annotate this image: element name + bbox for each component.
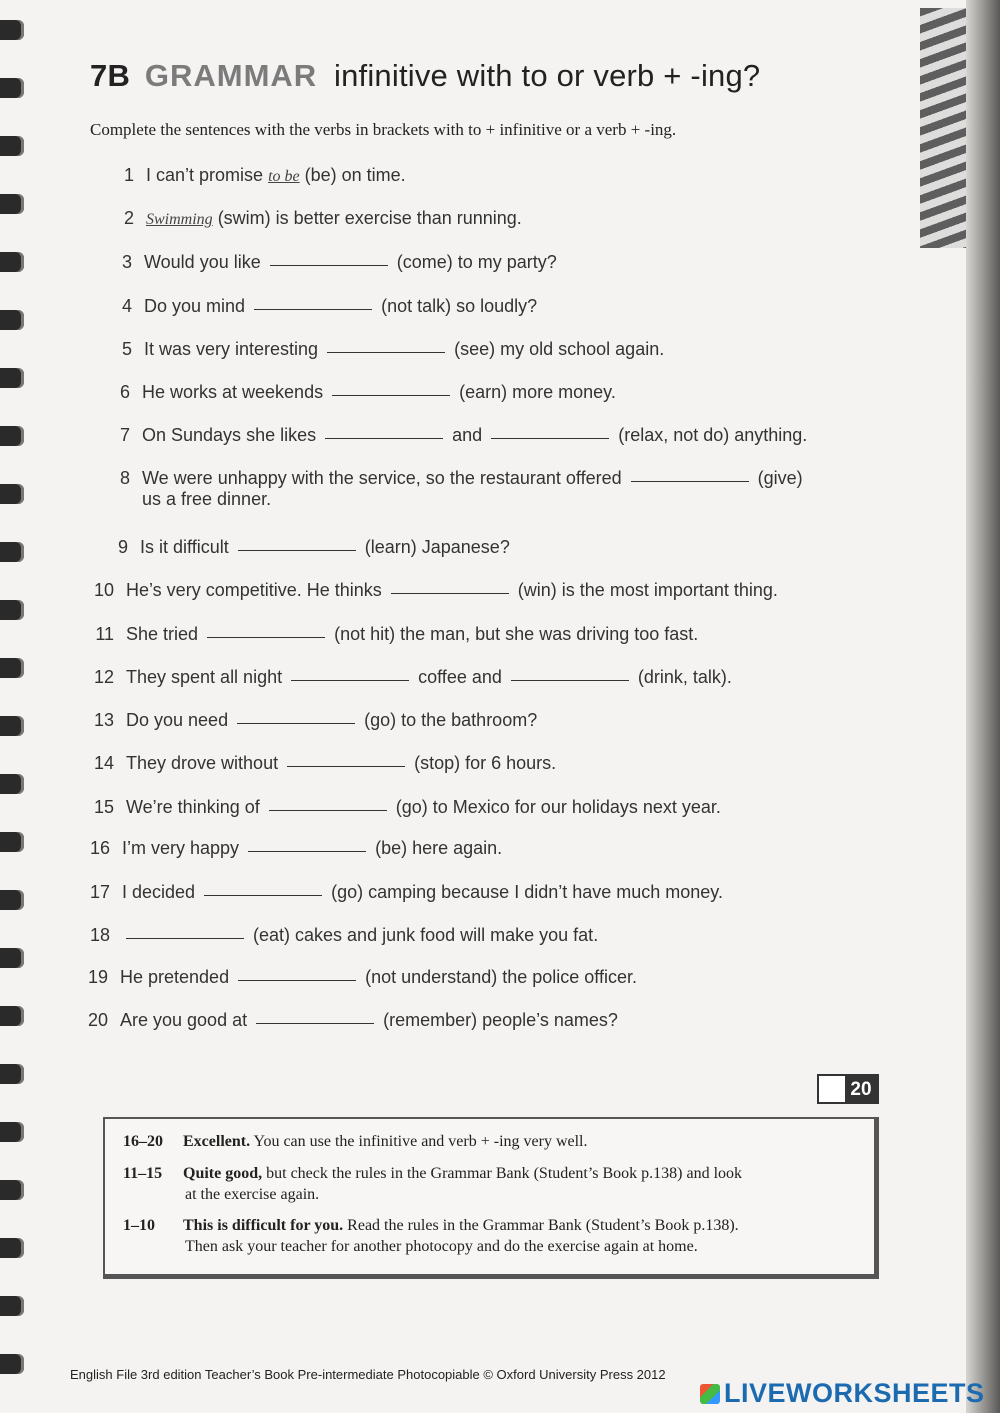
spiral-ring bbox=[0, 832, 24, 852]
list-item bbox=[98, 296, 537, 317]
list-item bbox=[94, 537, 510, 558]
instructions: Complete the sentences with the verbs in brackets with to + infinitive or a verb + -ing. bbox=[90, 120, 677, 139]
spiral-ring bbox=[0, 774, 24, 794]
list-item bbox=[98, 252, 557, 273]
score-box[interactable] bbox=[817, 1074, 879, 1104]
answer-blank[interactable] bbox=[287, 765, 405, 767]
item-number: 6 bbox=[119, 382, 130, 402]
item-text: Would you like bbox=[144, 252, 261, 272]
list-item bbox=[96, 468, 803, 510]
item-number: 10 bbox=[93, 580, 114, 600]
sunburst-decoration bbox=[920, 8, 966, 248]
item-text: On Sundays she likes bbox=[142, 425, 317, 445]
feedback-row: 16–20 Excellent. You can use the infinitive and verb + -ing very well. bbox=[123, 1133, 588, 1150]
item-text: (not hit) the man, but she was driving too fast. bbox=[334, 624, 699, 644]
example-answer: to be bbox=[268, 168, 300, 185]
item-text: (drink, talk). bbox=[637, 667, 732, 687]
answer-blank[interactable] bbox=[270, 264, 388, 266]
item-text: (go) to the bathroom? bbox=[364, 710, 538, 730]
spiral-ring bbox=[0, 368, 24, 388]
list-item bbox=[96, 425, 807, 446]
spiral-ring bbox=[0, 1064, 24, 1084]
spiral-ring bbox=[0, 1354, 24, 1374]
item-text: (go) camping because I didn’t have much money. bbox=[331, 882, 723, 902]
item-number: 4 bbox=[121, 296, 132, 316]
item-number: 9 bbox=[117, 537, 128, 557]
answer-blank[interactable] bbox=[511, 679, 629, 681]
list-item bbox=[96, 382, 616, 403]
spiral-ring bbox=[0, 484, 24, 504]
spiral-ring bbox=[0, 20, 24, 40]
title-topic: infinitive with to or verb + -ing? bbox=[334, 58, 761, 93]
item-number: 12 bbox=[93, 667, 114, 687]
title-code: 7B bbox=[90, 58, 131, 93]
item-text: He pretended bbox=[120, 967, 230, 987]
item-number: 20 bbox=[87, 1010, 108, 1030]
list-item bbox=[80, 667, 732, 688]
answer-blank[interactable] bbox=[126, 937, 244, 939]
item-text: (not talk) so loudly? bbox=[381, 296, 538, 316]
spiral-ring bbox=[0, 252, 24, 272]
list-item bbox=[80, 624, 698, 645]
answer-blank[interactable] bbox=[207, 636, 325, 638]
answer-blank[interactable] bbox=[391, 592, 509, 594]
list-item bbox=[80, 710, 537, 731]
item-text: (go) to Mexico for our holidays next year. bbox=[395, 797, 721, 817]
spiral-ring bbox=[0, 136, 24, 156]
item-text: (relax, not do) anything. bbox=[618, 425, 808, 445]
spiral-ring bbox=[0, 1122, 24, 1142]
item-text: I’m very happy bbox=[122, 838, 240, 858]
item-number: 3 bbox=[121, 252, 132, 272]
item-number: 17 bbox=[89, 882, 110, 902]
list-item bbox=[76, 838, 502, 859]
item-text: We’re thinking of bbox=[126, 797, 260, 817]
item-number: 15 bbox=[93, 797, 114, 817]
item-text: (earn) more money. bbox=[459, 382, 616, 402]
answer-blank[interactable] bbox=[254, 308, 372, 310]
answer-blank[interactable] bbox=[631, 480, 749, 482]
spiral-binding bbox=[0, 20, 26, 1400]
feedback-box bbox=[103, 1117, 879, 1279]
spiral-ring bbox=[0, 948, 24, 968]
item-text: Do you need bbox=[126, 710, 229, 730]
item-text: coffee and bbox=[418, 667, 502, 687]
list-item bbox=[76, 925, 598, 946]
item-text: We were unhappy with the service, so the restaurant offered bbox=[142, 468, 622, 488]
item-text: (be) here again. bbox=[375, 838, 503, 858]
example-answer: Swimming bbox=[146, 211, 213, 228]
answer-blank[interactable] bbox=[204, 894, 322, 896]
spiral-ring bbox=[0, 426, 24, 446]
item-number: 13 bbox=[93, 710, 114, 730]
spiral-ring bbox=[0, 600, 24, 620]
item-text: (learn) Japanese? bbox=[364, 537, 510, 557]
item-text: I can’t promise bbox=[146, 165, 264, 185]
item-number: 19 bbox=[87, 967, 108, 987]
list-item bbox=[76, 882, 723, 903]
spiral-ring bbox=[0, 78, 24, 98]
item-number: 2 bbox=[123, 208, 134, 228]
spiral-ring bbox=[0, 1296, 24, 1316]
item-text: He works at weekends bbox=[142, 382, 324, 402]
feedback-row: 11–15 Quite good, but check the rules in the Grammar Bank (Student’s Book p.138) and look at the exercise again. bbox=[123, 1165, 743, 1203]
item-text: They drove without bbox=[126, 753, 279, 773]
answer-blank[interactable] bbox=[269, 809, 387, 811]
score-total: 20 bbox=[845, 1076, 877, 1102]
page-edge bbox=[966, 0, 1000, 1413]
item-number: 11 bbox=[95, 624, 114, 644]
item-text: Is it difficult bbox=[140, 537, 229, 557]
page-title bbox=[90, 58, 760, 94]
spiral-ring bbox=[0, 542, 24, 562]
item-number: 18 bbox=[89, 925, 110, 945]
item-text: (win) is the most important thing. bbox=[517, 580, 778, 600]
footer-copyright: English File 3rd edition Teacher’s Book Pre-intermediate Photocopiable © Oxford University Press 2012 bbox=[70, 1367, 666, 1382]
title-grammar: GRAMMAR bbox=[144, 58, 318, 93]
answer-blank[interactable] bbox=[491, 437, 609, 439]
item-text: (eat) cakes and junk food will make you fat. bbox=[253, 925, 599, 945]
item-text: (be) on time. bbox=[304, 165, 406, 185]
spiral-ring bbox=[0, 716, 24, 736]
list-item bbox=[100, 165, 406, 186]
list-item bbox=[98, 339, 664, 360]
spiral-ring bbox=[0, 194, 24, 214]
item-number: 8 bbox=[119, 468, 130, 488]
item-text: (not understand) the police officer. bbox=[365, 967, 637, 987]
spiral-ring bbox=[0, 1180, 24, 1200]
item-text: (remember) people’s names? bbox=[383, 1010, 618, 1030]
item-text: Are you good at bbox=[120, 1010, 248, 1030]
item-text: He’s very competitive. He thinks bbox=[126, 580, 382, 600]
answer-blank[interactable] bbox=[238, 979, 356, 981]
item-number: 7 bbox=[119, 425, 130, 445]
item-number: 1 bbox=[123, 165, 134, 185]
item-text: and bbox=[452, 425, 483, 445]
answer-blank[interactable] bbox=[332, 394, 450, 396]
list-item bbox=[100, 208, 522, 229]
answer-blank[interactable] bbox=[325, 437, 443, 439]
answer-blank[interactable] bbox=[327, 351, 445, 353]
liveworksheets-logo: LIVEWORKSHEETS bbox=[700, 1378, 985, 1409]
spiral-ring bbox=[0, 890, 24, 910]
item-text: (stop) for 6 hours. bbox=[414, 753, 557, 773]
answer-blank[interactable] bbox=[237, 722, 355, 724]
spiral-ring bbox=[0, 310, 24, 330]
item-number: 5 bbox=[121, 339, 132, 359]
list-item bbox=[74, 1010, 618, 1031]
item-text: (see) my old school again. bbox=[454, 339, 665, 359]
answer-blank[interactable] bbox=[248, 850, 366, 852]
spiral-ring bbox=[0, 658, 24, 678]
item-text: She tried bbox=[126, 624, 199, 644]
list-item bbox=[80, 580, 778, 601]
item-text: us a free dinner. bbox=[142, 489, 272, 509]
liveworksheets-icon bbox=[700, 1384, 720, 1404]
answer-blank[interactable] bbox=[291, 679, 409, 681]
list-item bbox=[80, 753, 556, 774]
list-item bbox=[74, 967, 637, 988]
feedback-row: 1–10 This is difficult for you. Read the rules in the Grammar Bank (Student’s Book p.138). Then ask your teacher for another photocopy and do the exercise again at home. bbox=[123, 1217, 739, 1255]
item-text: (give) bbox=[757, 468, 803, 488]
item-text: (swim) is better exercise than running. bbox=[217, 208, 522, 228]
spiral-ring bbox=[0, 1006, 24, 1026]
list-item bbox=[80, 797, 721, 818]
item-text: (come) to my party? bbox=[396, 252, 557, 272]
item-text: They spent all night bbox=[126, 667, 283, 687]
answer-blank[interactable] bbox=[238, 549, 356, 551]
item-number: 16 bbox=[89, 838, 110, 858]
item-text: I decided bbox=[122, 882, 196, 902]
answer-blank[interactable] bbox=[256, 1022, 374, 1024]
item-text: Do you mind bbox=[144, 296, 246, 316]
item-number: 14 bbox=[93, 753, 114, 773]
item-text: It was very interesting bbox=[144, 339, 319, 359]
spiral-ring bbox=[0, 1238, 24, 1258]
